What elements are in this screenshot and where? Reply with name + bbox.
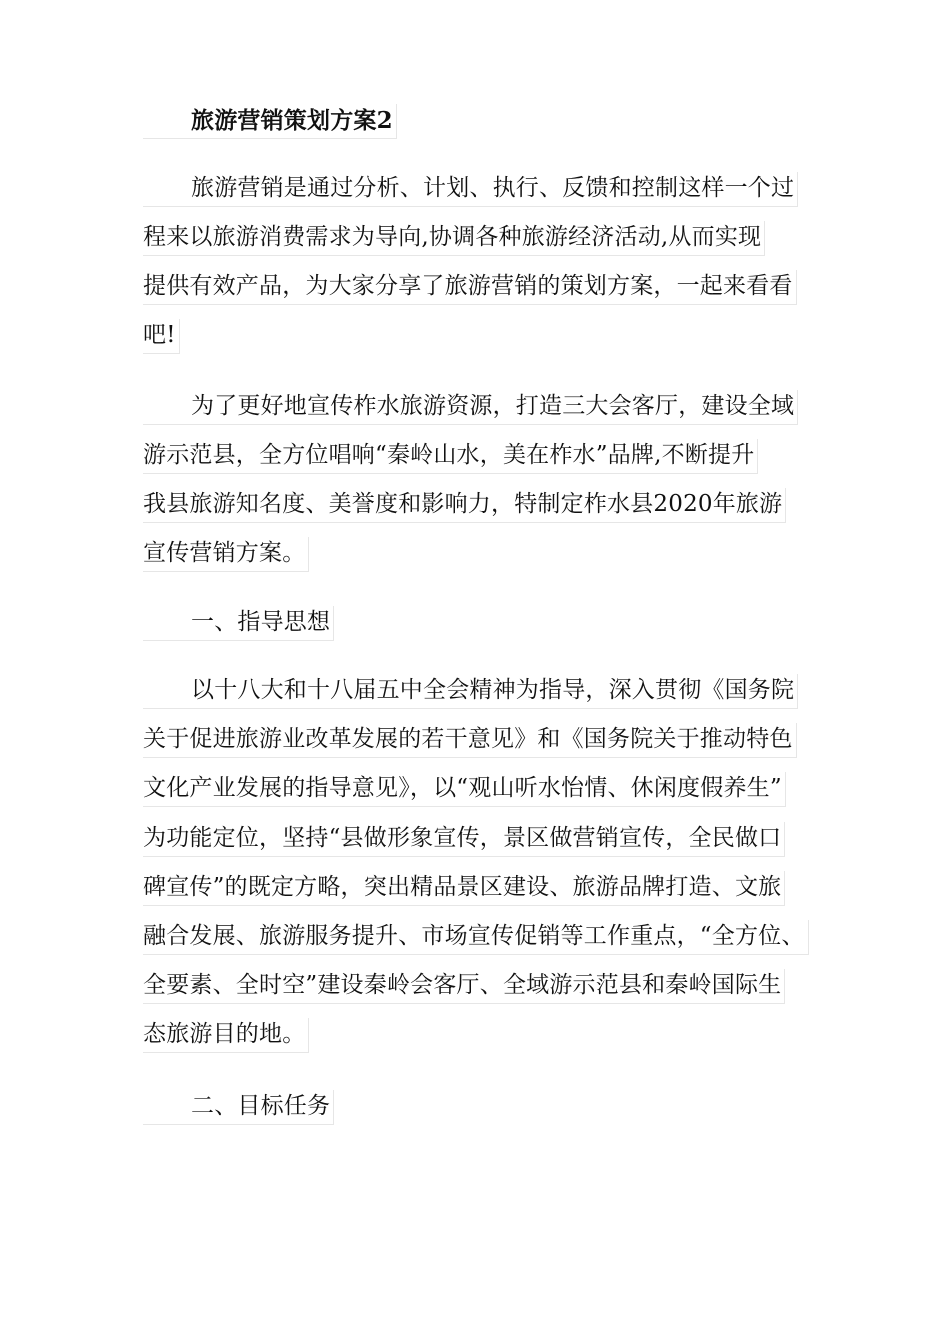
paragraph-line: 为功能定位，坚持“县做形象宣传，景区做营销宣传，全民做口 [143,822,781,855]
paragraph-line: 旅游营销是通过分析、计划、执行、反馈和控制这样一个过 [143,172,794,205]
section-heading-goals-tasks: 二、目标任务 [143,1090,330,1123]
paragraph-line: 提供有效产品，为大家分享了旅游营销的策划方案，一起来看看 [143,270,793,303]
paragraph-line: 我县旅游知名度、美誉度和影响力，特制定柞水县2020年旅游 [143,488,782,521]
section-heading-guiding-ideology: 一、指导思想 [143,606,330,639]
paragraph-line: 全要素、全时空”建设秦岭会客厅、全域游示范县和秦岭国际生 [143,969,781,1002]
paragraph-line: 态旅游目的地。 [143,1018,305,1051]
paragraph-line: 宣传营销方案。 [143,537,305,570]
paragraph-line: 碑宣传”的既定方略，突出精品景区建设、旅游品牌打造、文旅 [143,871,781,904]
paragraph-line: 吧! [143,319,176,352]
paragraph-line: 融合发展、旅游服务提升、市场宣传促销等工作重点，“全方位、 [143,920,805,953]
document-title: 旅游营销策划方案2 [143,104,393,137]
paragraph-line: 以十八大和十八届五中全会精神为指导，深入贯彻《国务院 [143,674,794,707]
paragraph-line: 游示范县，全方位唱响“秦岭山水，美在柞水”品牌,不断提升 [143,439,754,472]
paragraph-line: 为了更好地宣传柞水旅游资源，打造三大会客厅，建设全域 [143,390,794,423]
paragraph-line: 文化产业发展的指导意见》，以“观山听水怡情、休闲度假养生” [143,772,782,805]
paragraph-line: 程来以旅游消费需求为导向,协调各种旅游经济活动,从而实现 [143,221,761,254]
paragraph-line: 关于促进旅游业改革发展的若干意见》和《国务院关于推动特色 [143,723,793,756]
